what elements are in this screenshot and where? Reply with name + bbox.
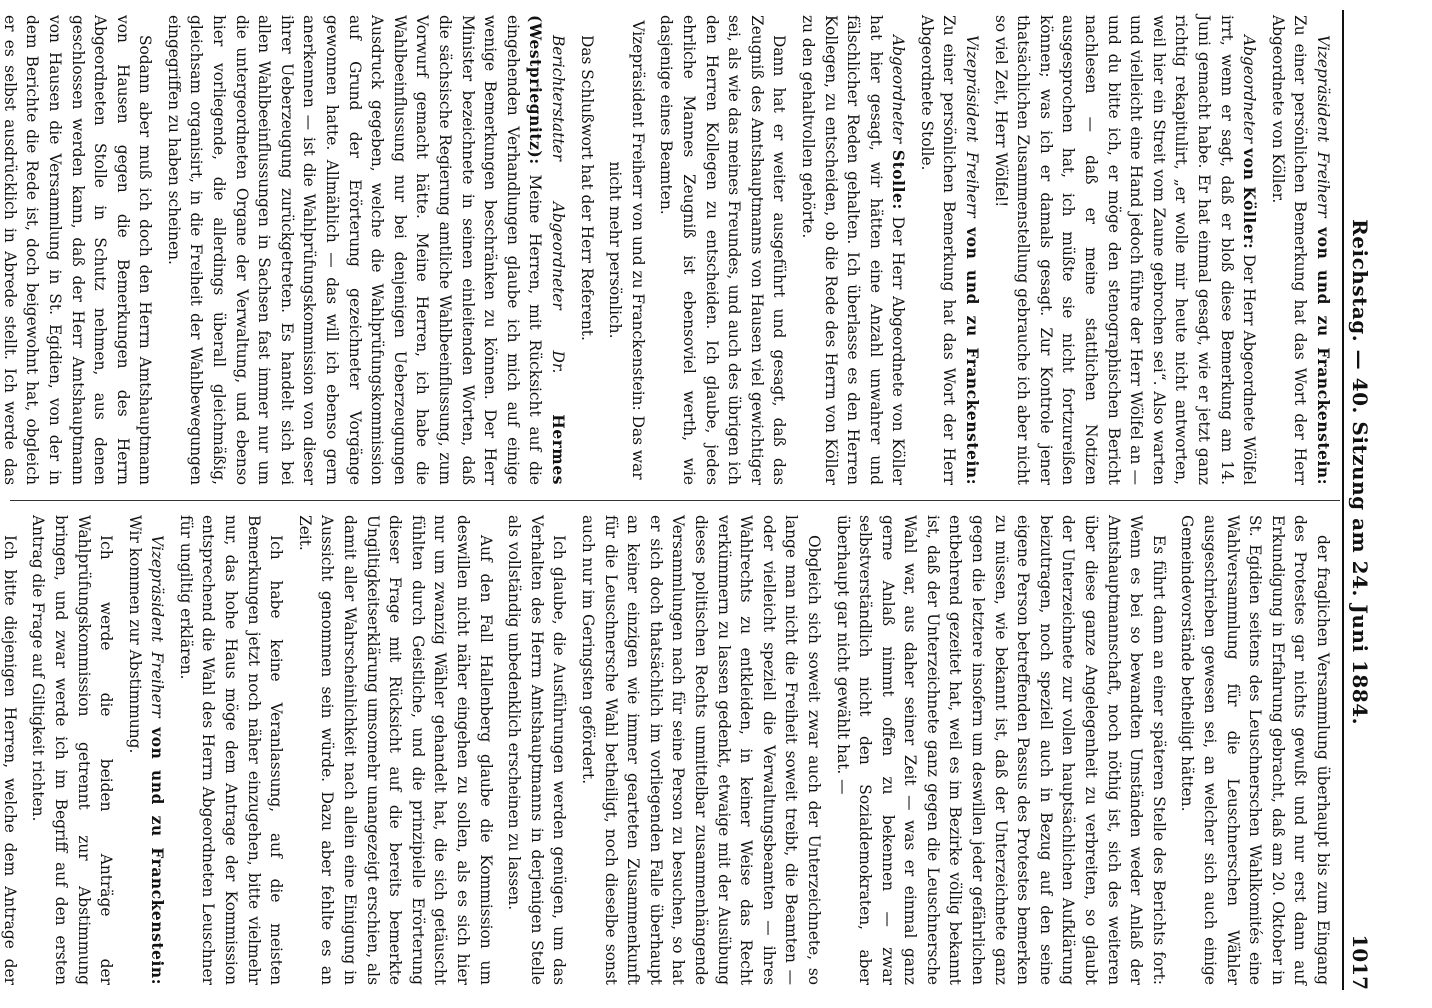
speaker-name: von Köller: bbox=[1240, 148, 1259, 250]
speaker-title: Vizepräsident Freiherr bbox=[148, 535, 167, 718]
speech-paragraph bbox=[1266, 15, 1334, 485]
speaker-name: Stolle: bbox=[889, 149, 908, 210]
body-paragraph bbox=[27, 515, 117, 985]
speaker-title: Abgeordneter bbox=[1240, 35, 1259, 144]
speech-paragraph bbox=[123, 515, 168, 985]
speaker-title: Abgeordneter bbox=[889, 35, 908, 144]
note-text: Vizepräsident Freiherr von und zu Franckenstein: Das war nicht mehr persönlich. bbox=[606, 20, 647, 480]
body-paragraph bbox=[1176, 515, 1334, 985]
speaker-title: Vizepräsident Freiherr bbox=[1314, 35, 1332, 218]
paragraph-text: Ich werde die beiden Anträge der Wahlprüfungskommission getrennt zur Abstimmung bringen, und zwar werde ich im Begriff auf den ersten Antrag die Frage auf Giltigkeit richten. bbox=[29, 515, 116, 985]
speech-text: Zu einer persönlichen Bemerkung hat das Wort der Herr Abgeordnete Stolle. bbox=[917, 15, 959, 485]
paragraph-text: Ich habe keine Veranlassung, auf die meisten Bemerkungen jetzt noch näher einzugehen, bitte vielmehr nur, das hohe Haus möge dem Antrage der Kommission entsprechend die Wahl des Herrn Abgeordneten Leuschner für ungiltig erklären. bbox=[176, 515, 286, 985]
speech-text: Der Herr Abgeordnete von Köller hat hier gesagt, wir hätten eine Anzahl unwahrer und fälschlicher Reden gehalten. Ich überlasse es den Herren Kollegen, zu entscheiden, ob die Rede des Herrn von Köller zu den gehaltvollen gehörte. bbox=[798, 15, 908, 485]
speaker-name: Hermes (Westpriegnitz): bbox=[526, 15, 567, 485]
body-paragraph bbox=[575, 15, 598, 485]
page-header bbox=[1348, 10, 1392, 990]
speech-paragraph bbox=[162, 15, 569, 485]
speech-text: Dann hat er weiter ausgeführt und gesagt, daß das Zeugniß des Amtshauptmanns von Hausen viel gewichtiger sei, als wie das meines Freundes, und auch des übrigen ich den Herren Kollegen zu entscheiden. Ich glaube, jedes ehrliche Mannes Zeugniß ist ebensoviel werth, wie dasjenige eines Beamten. bbox=[657, 15, 789, 485]
column-divider bbox=[10, 500, 1340, 501]
speech-paragraph bbox=[915, 15, 983, 485]
paragraph-text: Ich bitte diejenigen Herren, welche dem Antrage der bbox=[0, 535, 19, 985]
body-paragraph bbox=[0, 15, 156, 485]
text-column-left bbox=[0, 15, 1334, 485]
speaker-name: von und zu Franckenstein: bbox=[148, 727, 167, 985]
paragraph-text: Obgleich sich soweit zwar auch der Unterzeichnete, so lange man nicht die Freiheit soweit treibt, die Beamten — oder vielleicht speziell die Verwaltungsbeamten — ihres Wahlrechts zu entkleiden, in keiner Weise das Recht verkümmern zu lassen gedenkt, etwaige mit der Ausübung dieses politischen Rechts unmittelbar zusammenhängende Versammlungen nach für seine Person zu besuchen, so hat er sich doch thatsächlich im vorliegenden Falle überhaupt an keiner einzigen wie immer gearteten Zusammenkunft für die Leuschnersche Wahl betheiligt, noch dieselbe sonst auch nur im Geringsten gefördert. bbox=[579, 515, 823, 985]
body-paragraph bbox=[174, 515, 287, 985]
paragraph-text: Ich glaube, die Ausführungen werden genügen, um das Verhalten des Herrn Amtshauptmanns in derjenigen Stelle als vollständig unbedenklich erscheinen zu lassen. bbox=[505, 515, 569, 985]
paragraph-text: der fraglichen Versammlung überhaupt bis zum Eingang des Protestes gar nichts gewußt und nur erst dann auf Erkundigung in Erfahrung gebracht, daß am 20. Oktober in St. Egidien seitens des Leuschnerschen Wahlkomités eine Wahlversammlung für die Leuschnerschen Wähler ausgeschrieben gewesen sei, an welcher sich auch einige Gemeindevorstände betheiligt hätten. bbox=[1178, 515, 1332, 985]
speech-text: Meine Herren, mit Rücksicht auf die eingehenden Verhandlungen glaube ich mich auf einige wenige Bemerkungen beschränken zu können. Der Herr Minister bezeichnete in seinen einleitenden Worten, daß die sächsische Regierung amtliche Wahlbeeinflussung, zum Vorwurf gemacht hätte. Meine Herren, ich habe die Wahlbeeinflussung nur bei denjenigen Ueberzeugungen Ausdruck gegeben, welche die Wahlprüfungskommission auf Grund der Erörterung gezeichneter Vorgänge gewonnen hatte. Allmählich — das will ich ebenso gern anerkennen — ist die Wahlprüfungskommission von dieser ihrer Ueberzeugung zurückgetreten. Es handelt sich bei allen Wahlbeeinflussungen in Sachsen fast immer nur um die untergeordneten Organe der Verwaltung, und ebenso hier vorliegende, die allerdings überall gleichmäßig, gleichsam organisirt, in die Freiheit der Wahlbewegungen eingegriffen zu haben scheinen. bbox=[164, 15, 545, 485]
paragraph-text: Auf den Fall Hallenberg glaube die Kommission um deswillen nicht näher eingehen zu sollen, als es sich hier nur um zwanzig Wähler gehandelt hat, die sich getäuscht fühlten durch Geistliche, und die prinzipielle Erörterung dieser Frage mit Rücksicht auf die bereits bemerkte Ungiltigkeitserklärung umsomehr unangezeigt erschien, als damit aller Wahrscheinlichkeit nach allein eine Einigung in Aussicht genommen sein würde. Dazu aber fehlte es an Zeit. bbox=[295, 515, 495, 985]
text-column-right bbox=[0, 515, 1334, 985]
paragraph-text: Es führt dann an einer späteren Stelle des Berichts fort: Wenn es bei so bewandten Umständen weder Anlaß der Amtshauptmannschaft, noch nöthig ist, sich des weiteren über diese ganze Angelegenheit zu verbreiten, so glaubt der Unterzeichnete zur vollen hauptsächlichen Aufklärung beizutragen, noch speziell auch in Bezug auf den seine eigene Person betreffenden Passus des Protestes bemerken zu müssen, wie bekannt ist, daß der Unterzeichnete ganz gegen die letztere insofern um deswillen jeder gefährlichen entbehrend gezeitet hat, weil es im Bezirke völlig bekannt ist, daß der Unterzeichnete ganz gegen die Leuschnersche Wahl war, aus daher seiner Zeit — was er einmal ganz gerne Anlaß nimmt offen zu bekennen — zwar selbstverständlich nicht den Sozialdemokraten, aber überhaupt gar nicht gewählt hat. — bbox=[833, 515, 1168, 985]
body-paragraph bbox=[503, 515, 571, 985]
header-rule bbox=[1342, 10, 1344, 990]
speaker-title: Berichterstatter Abgeordneter Dr. bbox=[549, 35, 567, 374]
speech-text: Wir kommen zur Abstimmung. bbox=[125, 515, 144, 754]
centered-note bbox=[604, 15, 649, 485]
speech-text: Der Herr Abgeordnete Wölfel irrt, wenn er sagt, daß er bloß diese Bemerkung am 14. Juni gemacht habe. Er hat einmal gesagt, wie er jetzt ganz richtig rekapitulirt, „er wolle mir heute nicht antworten, weil hier ein Streit vom Zaune gebrochen sei“. Also warten und vielleicht eine Hand jedoch führe der Herr Wölfel an — und du bitte ich, er möge den stenographischen Bericht nachlesen — daß er meine stattlichen Notizen ausgesprochen hat, ich müßte sie nicht fortzureißen können; was ich er damals gesagt. Zur Kontrole jener thatsächlichen Zusammenstellung gebrauche ich aber nicht so viel Zeit, Herr Wölfel! bbox=[991, 15, 1259, 485]
body-paragraph bbox=[831, 515, 1170, 985]
speaker-title: Vizepräsident Freiherr bbox=[963, 35, 982, 218]
speech-paragraph bbox=[796, 15, 909, 485]
body-paragraph bbox=[576, 515, 825, 985]
paragraph-text: Das Schlußwort hat der Herr Referent. bbox=[577, 35, 596, 341]
speech-text: Zu einer persönlichen Bemerkung hat das Wort der Herr Abgeordnete von Köller. bbox=[1268, 15, 1310, 485]
body-paragraph bbox=[0, 515, 21, 985]
page-number: 1017 bbox=[1348, 934, 1372, 990]
speech-paragraph bbox=[989, 15, 1260, 485]
paragraph-text: Sodann aber muß ich doch den Herrn Amtshauptmann von Hausen gegen die Bemerkungen des Herrn Abgeordneten Stolle in Schutz nehmen, aus denen geschlossen werden kann, daß der Herr Amtshauptmann von Hausen die Versammlung in St. Egidien, von der in dem Berichte die Rede ist, doch beigewohnt hat, obgleich er es selbst ausdrücklich in Abrede stellt. Ich werde das bbox=[0, 15, 155, 485]
speaker-name: von und zu Franckenstein: bbox=[963, 227, 982, 485]
running-title: Reichstag. — 40. Sitzung am 24. Juni 1884. bbox=[1348, 219, 1372, 726]
speech-paragraph bbox=[655, 15, 791, 485]
speaker-name: von und zu Franckenstein: bbox=[1314, 227, 1332, 485]
body-paragraph bbox=[293, 515, 496, 985]
